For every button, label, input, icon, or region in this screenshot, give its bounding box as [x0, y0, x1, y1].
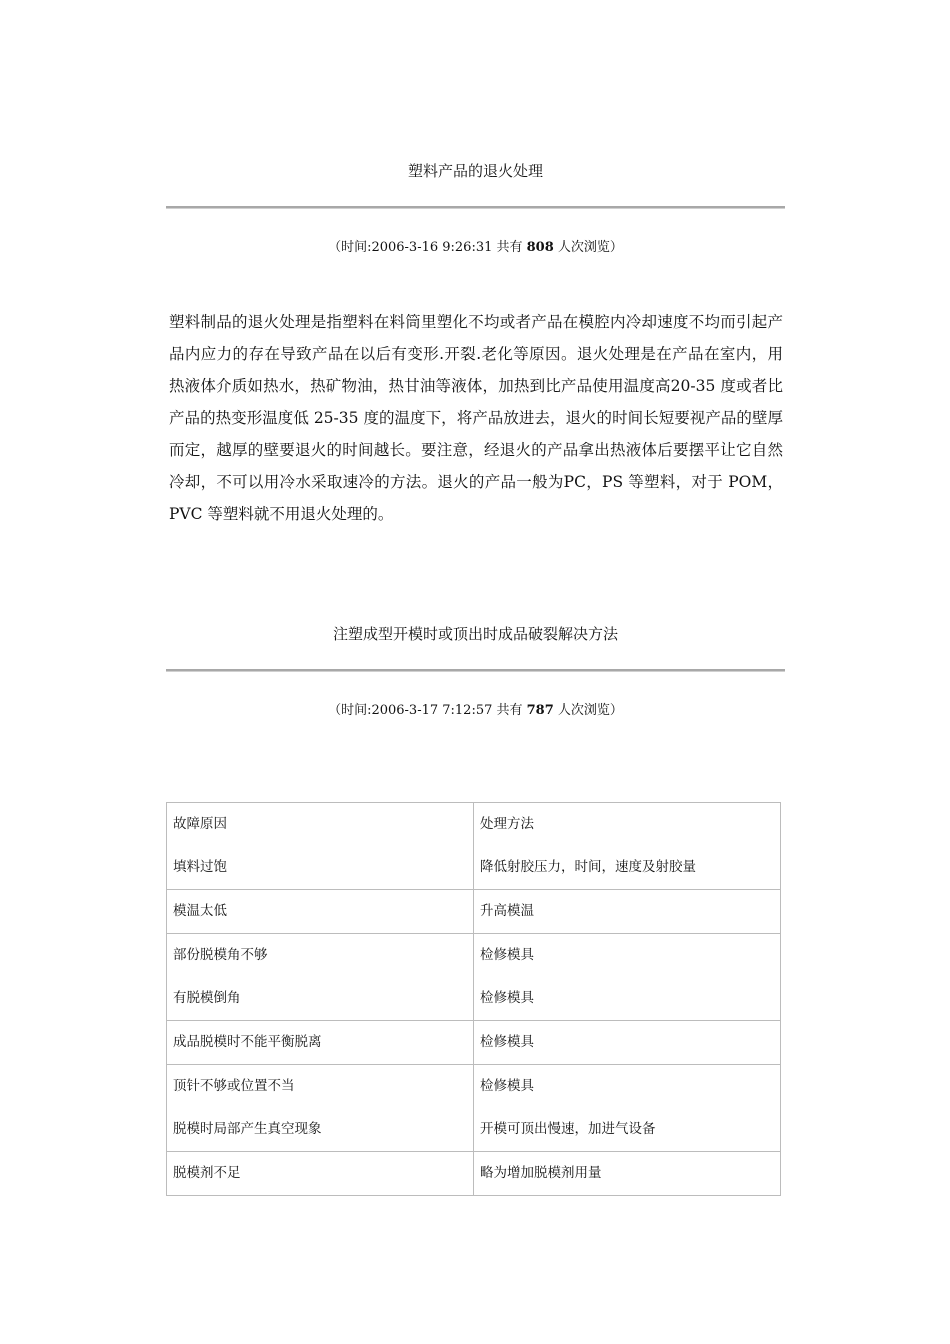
table-row: [167, 1065, 781, 1152]
cause-text: 填料过饱: [173, 859, 227, 875]
cause-cell: [167, 1065, 474, 1152]
cause-text: 顶针不够或位置不当: [173, 1078, 295, 1094]
view-count: 787: [526, 703, 554, 718]
cause-cell: [167, 890, 474, 934]
article-title: 注塑成型开模时或顶出时成品破裂解决方法: [332, 625, 618, 643]
cause-text: 故障原因: [173, 816, 227, 832]
solution-text: 略为增加脱模剂用量: [480, 1165, 602, 1181]
cause-cell: [167, 803, 474, 890]
cause-text: 部份脱模角不够: [173, 947, 268, 963]
solution-text: 升高模温: [480, 903, 534, 919]
article-body: 塑料制品的退火处理是指塑料在料筒里塑化不均或者产品在模腔内冷却速度不均而引起产品内应力的存在导致产品在以后有变形.开裂.老化等原因。退火处理是在产品在室内，用热液体介质如热水，热矿物油，热甘油等液体，加热到比产品使用温度高20-35 度或者比产品的热变形温度低 25-35 度的温度下，将产品放进去，退火的时间长短要视产品的壁厚而定，越厚的壁要退火的时间越长。要注意，经退火的产品拿出热液体后要摆平让它自然冷却，不可以用冷水采取速冷的方法。退火的产品一般为PC，PS 等塑料，对于 POM，PVC 等塑料就不用退火处理的。: [169, 313, 783, 523]
solution-text: 检修模具: [480, 947, 534, 963]
cause-text: 模温太低: [173, 903, 227, 919]
solution-text: 开模可顶出慢速，加进气设备: [480, 1121, 656, 1137]
table-row: [167, 803, 781, 890]
cause-text: 有脱模倒角: [173, 990, 241, 1006]
solution-cell: [474, 1021, 781, 1065]
article-meta: [166, 239, 785, 257]
title-divider: [166, 206, 785, 209]
view-count: 808: [526, 240, 554, 255]
solution-text: 检修模具: [480, 1078, 534, 1094]
solution-cell: [474, 1065, 781, 1152]
meta-suffix: 人次浏览）: [553, 240, 623, 255]
cause-cell: [167, 934, 474, 1021]
table-row: [167, 934, 781, 1021]
meta-suffix: 人次浏览）: [553, 703, 623, 718]
meta-timestamp: （时间:2006-3-16 9:26:31 共有: [328, 240, 527, 255]
cause-cell: [167, 1021, 474, 1065]
article-meta: [166, 702, 785, 720]
solution-cell: [474, 803, 781, 890]
title-divider: [166, 669, 785, 672]
meta-timestamp: （时间:2006-3-17 7:12:57 共有: [328, 703, 527, 718]
table-row: [167, 1152, 781, 1196]
cause-text: 脱模时局部产生真空现象: [173, 1121, 322, 1137]
cause-text: 成品脱模时不能平衡脱离: [173, 1034, 322, 1050]
fault-solution-table: [166, 802, 781, 1196]
table-row: [167, 890, 781, 934]
solution-text: 检修模具: [480, 990, 534, 1006]
cause-text: 脱模剂不足: [173, 1165, 241, 1181]
article-title: 塑料产品的退火处理: [407, 162, 543, 180]
solution-text: 检修模具: [480, 1034, 534, 1050]
solution-cell: [474, 890, 781, 934]
table-row: [167, 1021, 781, 1065]
solution-text: 处理方法: [480, 816, 534, 832]
solution-text: 降低射胶压力，时间，速度及射胶量: [480, 859, 696, 875]
cause-cell: [167, 1152, 474, 1196]
solution-cell: [474, 934, 781, 1021]
solution-cell: [474, 1152, 781, 1196]
